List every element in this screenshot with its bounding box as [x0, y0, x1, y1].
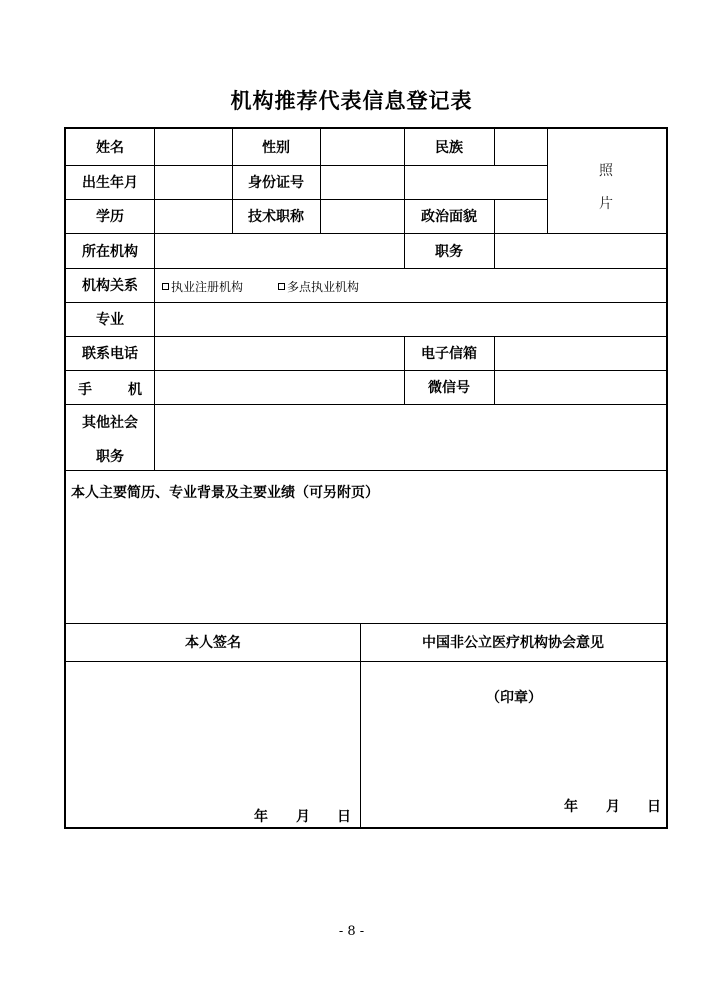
gender-input[interactable]: [320, 129, 404, 165]
col-divider: [154, 268, 155, 302]
resume-input[interactable]: [66, 504, 666, 623]
wechat-input[interactable]: [494, 370, 666, 404]
relation-option-multisite-label: 多点执业机构: [287, 280, 360, 294]
relation-option-registered-label: 执业注册机构: [171, 280, 244, 294]
page-number: - 8 -: [338, 924, 365, 939]
institution-input[interactable]: [154, 233, 404, 268]
label-gender: 性别: [262, 140, 290, 156]
label-education: 学历: [96, 209, 124, 225]
signature-day: 日: [337, 809, 351, 825]
label-tech-title: 技术职称: [248, 209, 304, 225]
social-input[interactable]: [154, 404, 666, 470]
col-divider: [547, 129, 548, 233]
label-social-2: 职务: [96, 449, 124, 465]
seal-label: （印章）: [486, 690, 542, 706]
label-mobile-1: 手: [78, 382, 92, 398]
tech-title-input[interactable]: [320, 199, 404, 233]
position-input[interactable]: [494, 233, 666, 268]
name-input[interactable]: [154, 129, 232, 165]
row-divider: [66, 470, 666, 471]
registration-form-table: [64, 127, 668, 829]
opinion-day: 日: [647, 799, 661, 815]
political-input[interactable]: [494, 199, 547, 233]
photo-label-1: 照: [599, 163, 613, 179]
label-signature: 本人签名: [185, 635, 241, 651]
label-name: 姓名: [96, 140, 124, 156]
form-title: 机构推荐代表信息登记表: [230, 89, 473, 113]
signature-month: 月: [296, 809, 310, 825]
label-wechat: 微信号: [428, 380, 470, 396]
signature-year: 年: [254, 809, 268, 825]
photo-label-2: 片: [599, 196, 613, 212]
label-ethnicity: 民族: [435, 140, 463, 156]
label-birth: 出生年月: [82, 175, 138, 191]
birth-input[interactable]: [154, 165, 232, 199]
opinion-month: 月: [606, 799, 620, 815]
education-input[interactable]: [154, 199, 232, 233]
label-phone: 联系电话: [82, 346, 138, 362]
phone-input[interactable]: [154, 336, 404, 370]
id-card-input[interactable]: [320, 165, 547, 199]
relation-option-registered[interactable]: [162, 278, 243, 295]
mobile-input[interactable]: [154, 370, 404, 404]
label-mobile-2: 机: [128, 382, 142, 398]
label-association: 中国非公立医疗机构协会意见: [422, 635, 604, 651]
checkbox-icon[interactable]: [162, 283, 169, 290]
label-id-card: 身份证号: [248, 175, 304, 191]
label-institution: 所在机构: [82, 243, 138, 260]
ethnicity-input[interactable]: [494, 129, 547, 165]
label-major: 专业: [96, 312, 124, 328]
major-input[interactable]: [154, 302, 666, 336]
label-social-1: 其他社会: [82, 415, 138, 431]
label-position: 职务: [435, 243, 463, 260]
label-political: 政治面貌: [421, 209, 477, 225]
signature-area[interactable]: [66, 661, 360, 801]
opinion-year: 年: [564, 799, 578, 815]
label-email: 电子信箱: [421, 346, 477, 362]
label-relation: 机构关系: [82, 278, 138, 294]
label-resume: 本人主要简历、专业背景及主要业绩（可另附页）: [71, 485, 379, 501]
checkbox-icon[interactable]: [278, 283, 285, 290]
email-input[interactable]: [494, 336, 666, 370]
row-divider: [66, 268, 666, 269]
relation-option-multisite[interactable]: [278, 278, 359, 295]
